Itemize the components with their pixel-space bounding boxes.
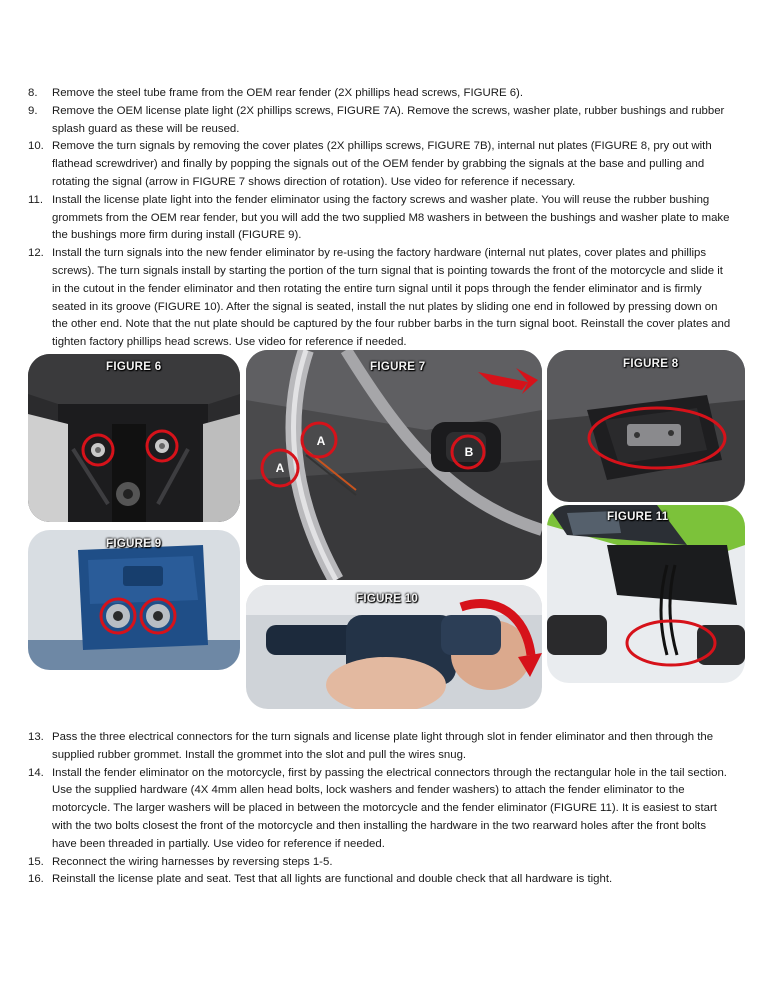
step-text: Remove the steel tube frame from the OEM rear fender (2X phillips head screws, FIGURE 6). xyxy=(52,87,523,99)
figure-6-illustration xyxy=(28,354,240,522)
step-text: Reinstall the license plate and seat. Test that all lights are functional and double check that all hardware is tight. xyxy=(52,873,613,886)
step-text: Pass the three electrical connectors for the turn signals and license plate light through slot in fender eliminator and then through the supplied rubber grommet. Install the grommet into the slot and pull the wires snug. xyxy=(52,731,714,761)
step-number: 12. xyxy=(28,247,44,260)
figure-11-illustration xyxy=(547,505,745,683)
figure-9-photo xyxy=(28,530,240,670)
step-item xyxy=(28,765,733,854)
step-text: Install the license plate light into the fender eliminator using the factory screws and washer plate. You will reuse the rubber bushing grommets from the OEM rear fender, but you will add the two supplied M8 washers in between the bushings and washer plate to make the bushings more firm during install (FIGURE 9). xyxy=(52,193,730,242)
step-text: Remove the turn signals by removing the cover plates (2X phillips screws, FIGURE 7B), internal nut plates (FIGURE 8, pry out with flathead screwdriver) and finally by popping the signals out of the OEM fender by grabbing the signals at the base and pulling and rotating the signal (arrow in FIGURE 7 shows direction of rotation). Use video for reference if necessary. xyxy=(52,140,712,188)
step-text: Install the turn signals into the new fender eliminator by re-using the factory hardware (internal nut plates, cover plates and phillips screws). The turn signals install by starting the portion of the turn signal that is pointing towards the front of the motorcycle and slide it in the cutout in the fender eliminator and then rotating the entire turn signal until it pops through the fender eliminator and is firmly seated in its groove (FIGURE 10). After the signal is seated, install the nut plates by sliding one end in followed by pressing down on the other end. Note that the nut plate should be captured by the four rubber barbs in the turn signal boot. Reinstall the cover plates and tighten factory phillips head screws. Use video for reference if needed. xyxy=(52,247,731,349)
figure-9-label: FIGURE 9 xyxy=(106,538,162,550)
figure-11-photo xyxy=(547,505,745,683)
figure-8-illustration xyxy=(547,350,745,502)
step-item xyxy=(28,245,733,352)
step-number: 8. xyxy=(28,87,38,99)
figure-11-label: FIGURE 11 xyxy=(607,511,669,523)
figure-10-photo xyxy=(246,585,542,709)
step-number: 15. xyxy=(28,855,44,868)
step-item xyxy=(28,192,733,245)
figure-9-illustration xyxy=(28,530,240,670)
marker-a-label: A xyxy=(316,434,326,448)
step-item xyxy=(28,729,733,765)
figure-6-photo xyxy=(28,354,240,522)
step-number: 9. xyxy=(28,104,38,117)
figure-7-photo xyxy=(246,350,542,580)
instruction-steps-bottom xyxy=(28,729,733,889)
marker-b-label: B xyxy=(464,445,474,459)
figure-10-label: FIGURE 10 xyxy=(356,593,419,605)
figure-7-label: FIGURE 7 xyxy=(370,361,426,373)
step-text: Remove the OEM license plate light (2X phillips screws, FIGURE 7A). Remove the screws, washer plate, rubber bushings and rubber splash guard as these will be reused. xyxy=(52,104,725,135)
step-number: 10. xyxy=(28,140,44,153)
marker-a-label: A xyxy=(275,461,285,475)
step-number: 11. xyxy=(28,193,43,206)
step-item xyxy=(28,103,733,139)
step-number: 16. xyxy=(28,873,44,886)
step-number: 13. xyxy=(28,731,44,743)
step-item xyxy=(28,138,733,191)
figure-8-label: FIGURE 8 xyxy=(623,358,679,370)
step-item xyxy=(28,854,733,872)
step-number: 14. xyxy=(28,766,44,779)
step-item xyxy=(28,871,733,889)
step-text: Install the fender eliminator on the motorcycle, first by passing the electrical connectors through the rectangular hole in the tail section. Use the supplied hardware (4X 4mm allen head bolts, lock washers and fender washers) to attach the fender eliminator to the motorcycle. The larger washers will be placed in between the motorcycle and the fender eliminator (FIGURE 11). It is easiest to start with the two bolts closest the front of the motorcycle and then installing the hardware in the two rearward holes after the front bolts have been threaded in partially. Use video for reference if needed. xyxy=(52,766,727,850)
figure-7-illustration xyxy=(246,350,542,580)
figure-6-label: FIGURE 6 xyxy=(106,361,162,373)
step-text: Reconnect the wiring harnesses by reversing steps 1-5. xyxy=(52,855,333,868)
step-item xyxy=(28,85,733,103)
instruction-steps-top xyxy=(28,85,733,352)
figure-8-photo xyxy=(547,350,745,502)
